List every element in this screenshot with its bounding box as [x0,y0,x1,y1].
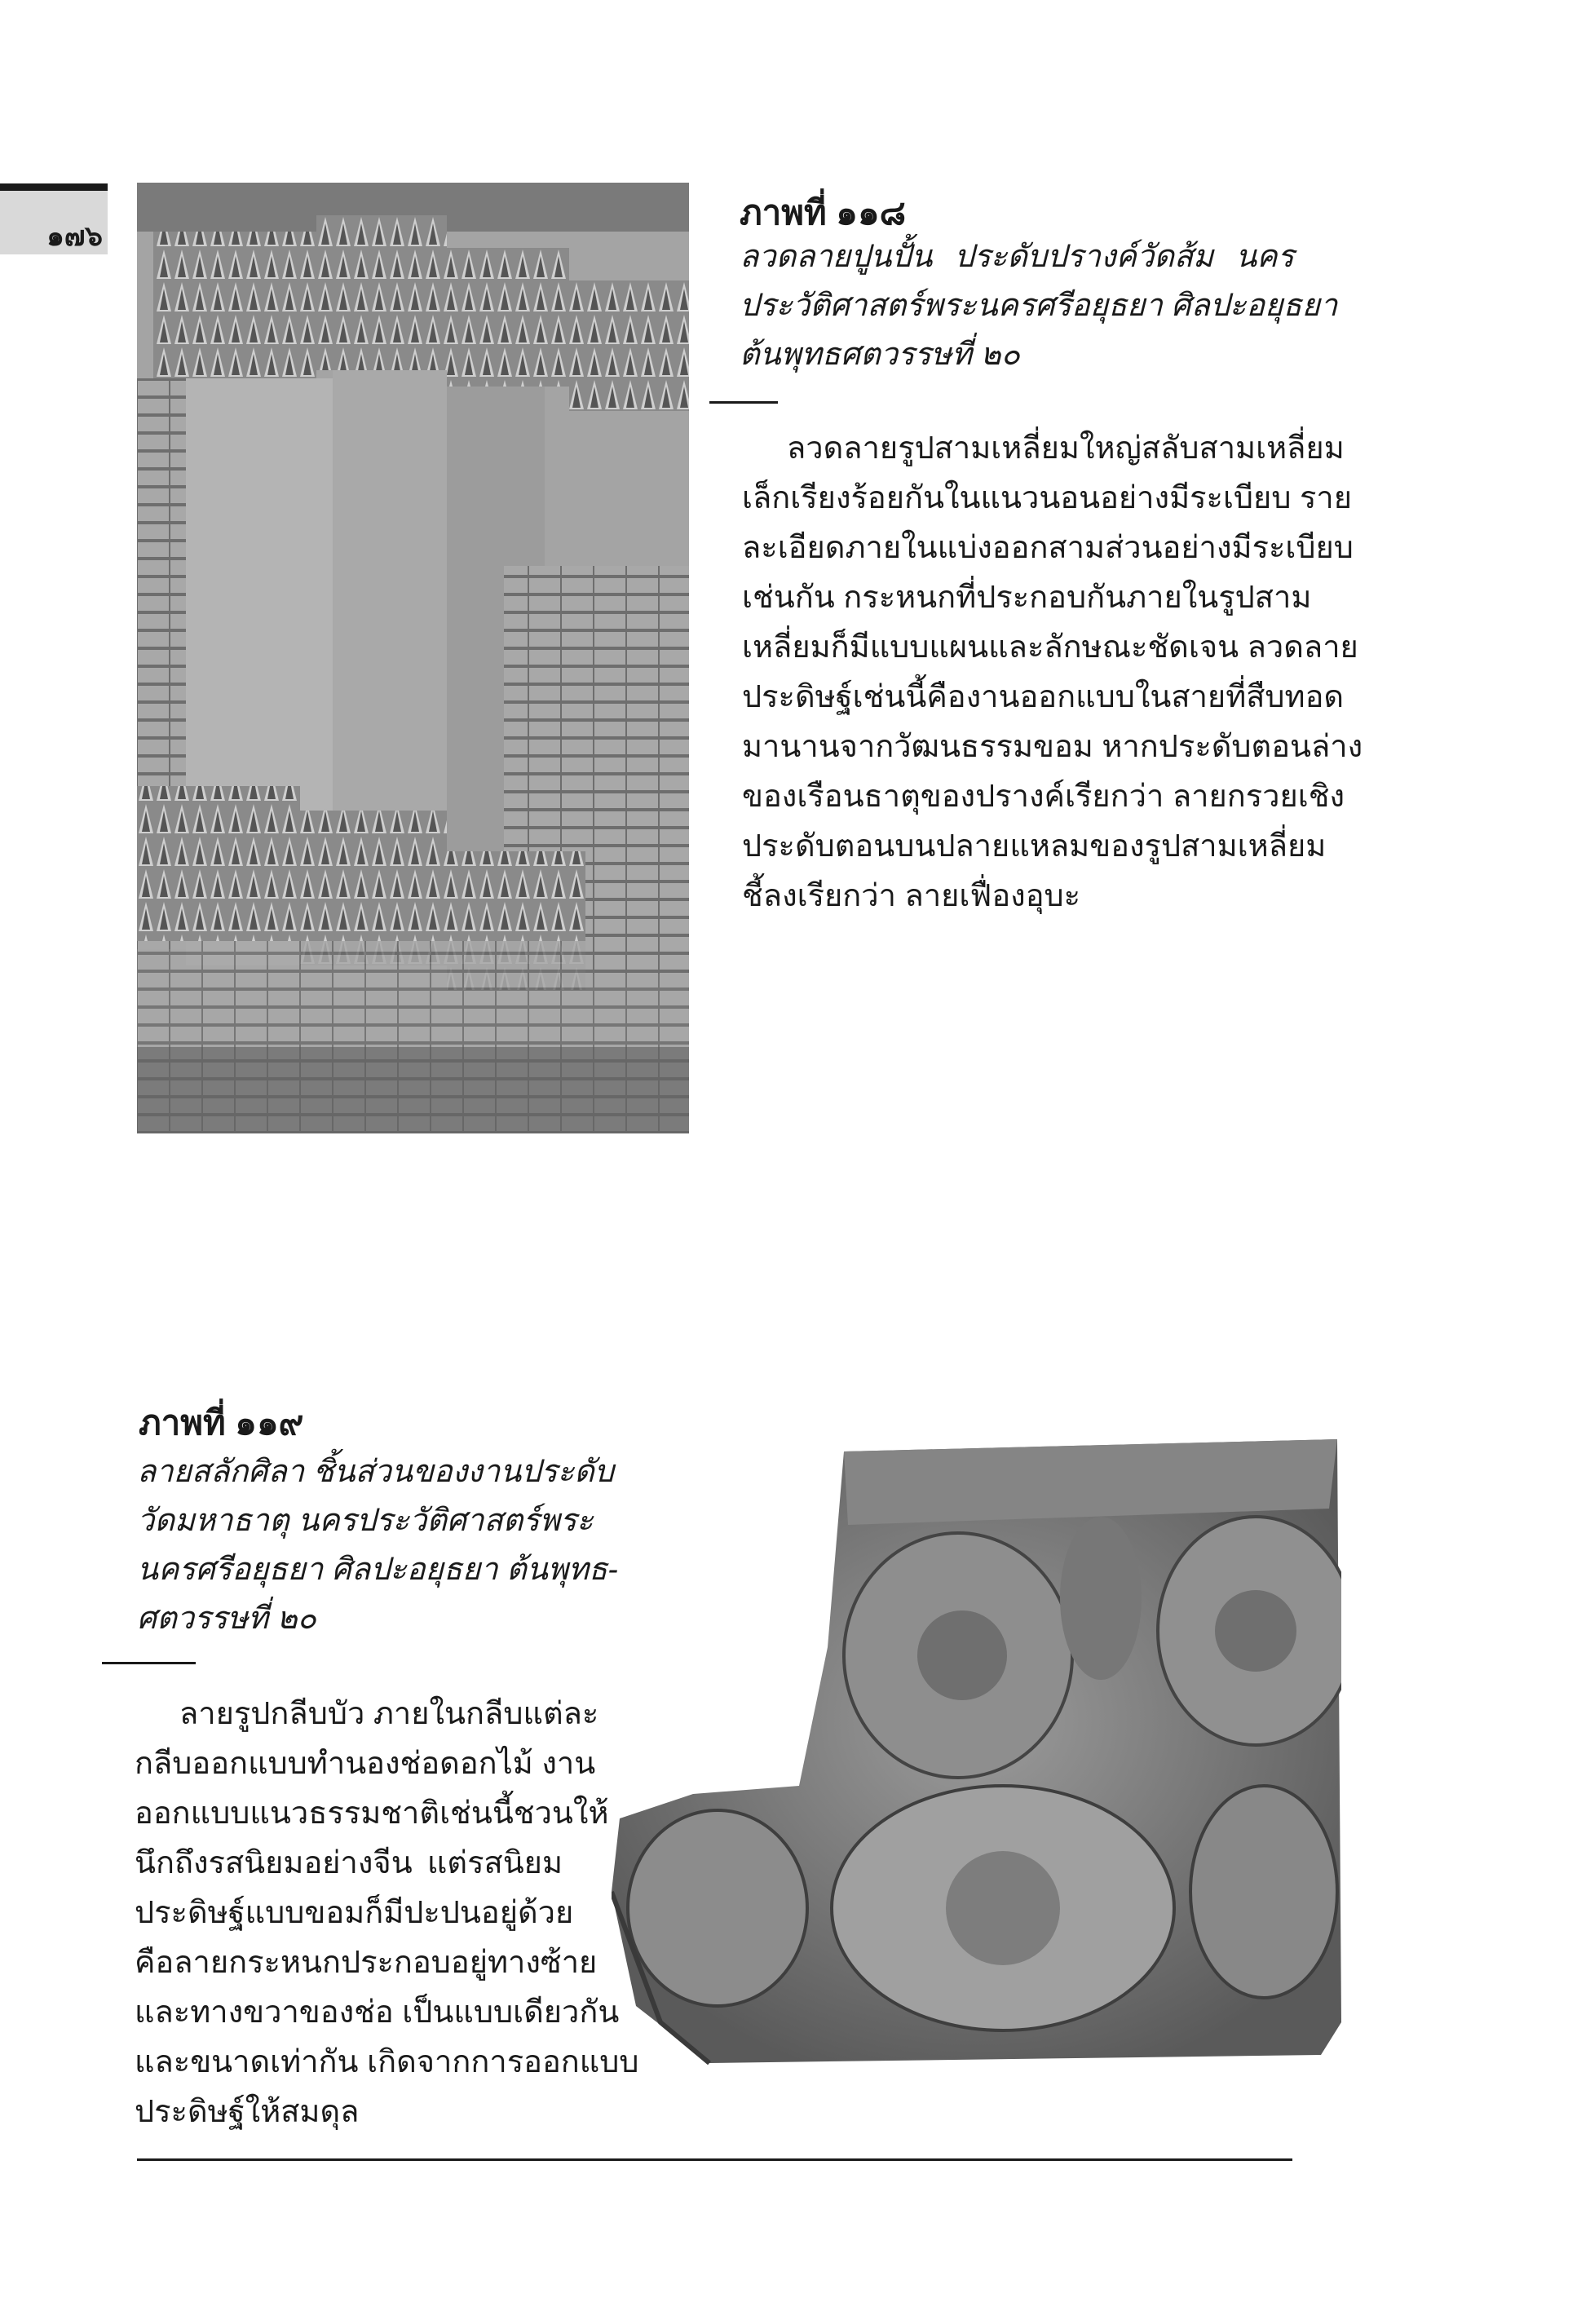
caption-divider [102,1662,196,1664]
body-line: ลวดลายรูปสามเหลี่ยมใหญ่สลับสามเหลี่ยม [787,431,1345,466]
page-bottom-rule [137,2158,1292,2161]
body-line: ประดับตอนบนปลายแหลมของรูปสามเหลี่ยม [742,829,1327,864]
caption-line: ต้นพุทธศตวรรษที่ ๒๐ [740,338,1020,372]
body-line: ชี้ลงเรียกว่า ลายเฟื่องอุบะ [742,879,1081,913]
body-line: เล็กเรียงร้อยกันในแนวนอนอย่างมีระเบียบ ราย [742,481,1353,515]
figure-118-caption [740,232,1338,379]
figure-119-body [135,1690,639,2137]
body-line: ประดิษฐ์แบบขอมก็มีปะปนอยู่ด้วย [135,1896,574,1930]
body-line: กลีบออกแบบทำนองช่อดอกไม้ งาน [135,1747,596,1781]
body-line: นึกถึงรสนิยมอย่างจีน แต่รสนิยม [135,1846,563,1880]
figure-119-label-text: ภาพที่ ๑๑๙ [139,1403,304,1442]
stucco-relief-image [137,183,689,1133]
caption-line: นครศรีอยุธยา ศิลปะอยุธยา ต้นพุทธ- [137,1553,618,1587]
body-line: เหลี่ยมก็มีแบบแผนและลักษณะชัดเจน ลวดลาย [742,630,1358,665]
figure-118-label-text: ภาพที่ ๑๑๘ [740,193,907,232]
caption-line: ศตวรรษที่ ๒๐ [137,1602,316,1636]
caption-line: ลวดลายปูนปั้น ประดับปรางค์วัดส้ม นคร [740,240,1294,274]
page-tab-bar [0,183,108,191]
page-number: ๑๗๖ [46,221,103,252]
body-line: คือลายกระหนกประกอบอยู่ทางซ้าย [135,1946,598,1980]
caption-line: วัดมหาธาตุ นครประวัติศาสตร์พระ [137,1504,594,1538]
figure-118-body [742,424,1363,921]
figure-119-photo [612,1435,1341,2071]
body-line: ละเอียดภายในแบ่งออกสามส่วนอย่างมีระเบียบ [742,531,1354,565]
body-line: ลายรูปกลีบบัว ภายในกลีบแต่ละ [179,1697,599,1731]
figure-119-label [139,1396,303,1450]
body-line: ประดิษฐ์เช่นนี้คืองานออกแบบในสายที่สืบทอด [742,680,1345,714]
body-line: ออกแบบแนวธรรมชาติเช่นนี้ชวนให้ [135,1796,609,1831]
carved-stone-image [612,1435,1341,2071]
body-line: และทางขวาของช่อ เป็นแบบเดียวกัน [135,1995,620,2030]
figure-119-caption [137,1447,618,1643]
body-line: ของเรือนธาตุของปรางค์เรียกว่า ลายกรวยเชิง [742,780,1345,814]
body-line: เช่นกัน กระหนกที่ประกอบกันภายในรูปสาม [742,581,1312,615]
caption-line: ลายสลักศิลา ชิ้นส่วนของงานประดับ [137,1455,614,1489]
body-line: มานานจากวัฒนธรรมขอม หากประดับตอนล่าง [742,730,1363,764]
body-line: และขนาดเท่ากัน เกิดจากการออกแบบ [135,2045,639,2079]
body-line: ประดิษฐ์ให้สมดุล [135,2095,360,2129]
figure-118-photo [137,183,689,1133]
caption-line: ประวัติศาสตร์พระนครศรีอยุธยา ศิลปะอยุธยา [740,289,1338,323]
caption-divider [709,401,778,404]
